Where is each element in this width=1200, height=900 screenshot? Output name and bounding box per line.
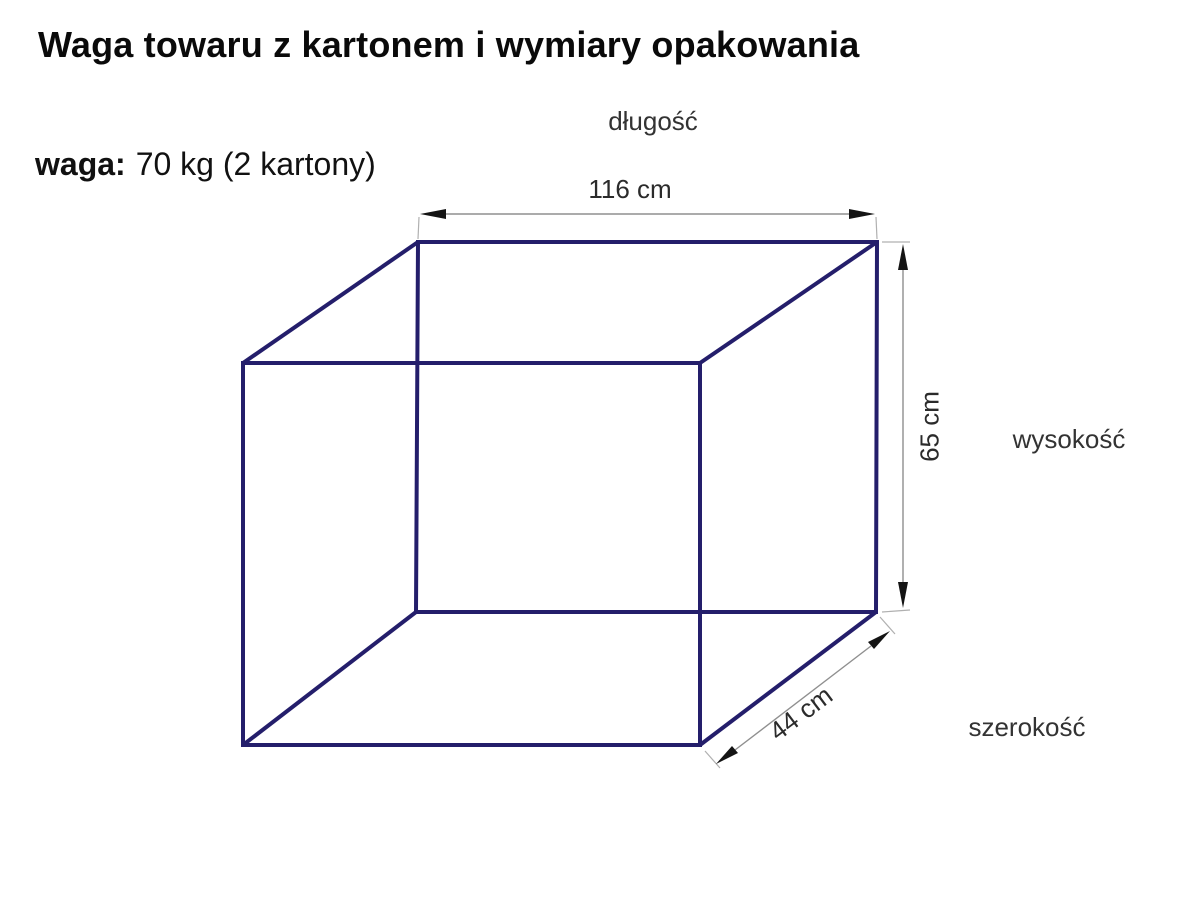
box-front-face bbox=[243, 363, 700, 745]
width-value-label: 44 cm bbox=[763, 679, 839, 747]
box-edge-bottom-left bbox=[243, 612, 416, 745]
box-edge-top-left bbox=[243, 242, 418, 363]
width-name-label: szerokość bbox=[968, 712, 1086, 742]
arrowhead-upper-right bbox=[868, 631, 890, 649]
arrowhead-up bbox=[898, 244, 908, 270]
weight-label: waga: bbox=[35, 146, 126, 182]
height-name-label: wysokość bbox=[1012, 424, 1126, 454]
height-dimension-arrow bbox=[882, 242, 910, 612]
box-back-face bbox=[416, 242, 877, 612]
arrowhead-lower-left bbox=[716, 746, 738, 764]
width-dimension-arrow bbox=[705, 617, 895, 768]
length-name-label: długość bbox=[608, 106, 698, 136]
height-value-label: 65 cm bbox=[914, 391, 945, 462]
weight-value: 70 kg (2 kartony) bbox=[135, 146, 376, 182]
box-edge-bottom-right bbox=[700, 612, 876, 745]
box-edge-top-right bbox=[700, 242, 877, 363]
arrowhead-left bbox=[420, 209, 446, 219]
page-title: Waga towaru z kartonem i wymiary opakowania bbox=[38, 24, 860, 65]
arrowhead-down bbox=[898, 582, 908, 608]
arrowhead-right bbox=[849, 209, 875, 219]
carton-box-wireframe bbox=[243, 242, 877, 745]
length-dimension-arrow bbox=[418, 209, 877, 239]
length-value-label: 116 cm bbox=[588, 174, 672, 204]
